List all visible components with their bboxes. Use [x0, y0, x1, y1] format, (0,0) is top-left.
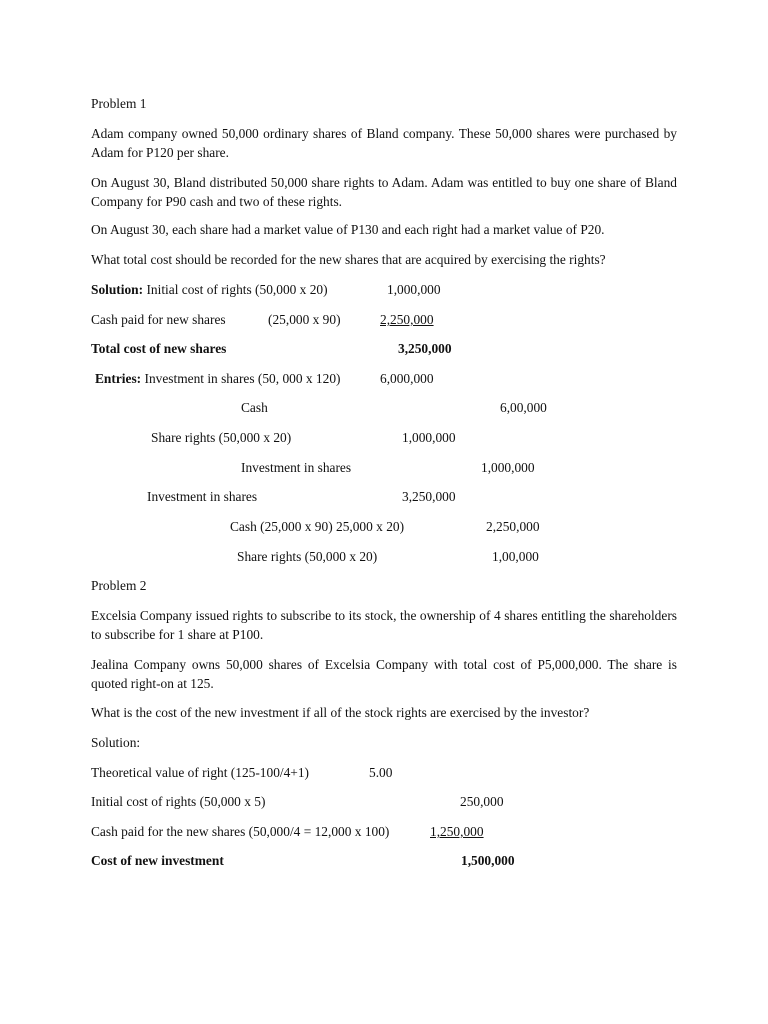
entry-credit: 6,00,000: [500, 400, 547, 415]
entries-label: Entries:: [95, 371, 142, 386]
solution-label: Solution:: [91, 282, 144, 297]
entry-account: Investment in shares: [241, 460, 352, 475]
problem-2-solution-label: Solution:: [91, 735, 141, 750]
entry-credit: 2,250,000: [486, 519, 540, 534]
entry-account: Investment in shares (50, 000 x 120): [144, 371, 341, 386]
cash-paid-amount: 2,250,000: [380, 312, 434, 327]
cash-paid-calc: (25,000 x 90): [268, 312, 341, 327]
calc-row-amount: 1,250,000: [430, 824, 484, 839]
problem-2-heading: Problem 2: [91, 578, 147, 593]
calc-row-label: Theoretical value of right (125-100/4+1): [91, 765, 310, 780]
entry-account: Share rights (50,000 x 20): [151, 430, 292, 445]
total-cost-label: Total cost of new shares: [91, 341, 227, 356]
problem-2-question: What is the cost of the new investment if all of the stock rights are exercised by the investor?: [91, 705, 590, 720]
solution-line: [91, 282, 328, 298]
calc-row-label: Initial cost of rights (50,000 x 5): [91, 794, 266, 809]
problem-1-paragraph-2: On August 30, Bland distributed 50,000 share rights to Adam. Adam was entitled to buy one share of Bland Company for P90 cash and two of these rights.: [91, 175, 677, 209]
entry-account: Cash (25,000 x 90) 25,000 x 20): [230, 519, 405, 534]
total-cost-amount: 3,250,000: [398, 341, 452, 356]
calc-row-amount: 250,000: [460, 794, 504, 809]
entries-line: [95, 371, 340, 387]
cost-new-investment-amount: 1,500,000: [461, 853, 515, 868]
calc-row-label: Cash paid for the new shares (50,000/4 = 12,000 x 100): [91, 824, 390, 839]
calc-row-amount: 5.00: [369, 765, 393, 780]
problem-2-paragraph-1: Excelsia Company issued rights to subscribe to its stock, the ownership of 4 shares entitling the shareholders to subscribe for 1 share at P100.: [91, 608, 677, 642]
cash-paid-label: Cash paid for new shares: [91, 312, 226, 327]
solution-text: Initial cost of rights (50,000 x 20): [146, 282, 328, 297]
entry-account: Cash: [241, 400, 268, 415]
entry-credit: 1,00,000: [492, 549, 539, 564]
entry-debit: 1,000,000: [402, 430, 456, 445]
entry-debit: 6,000,000: [380, 371, 434, 386]
entry-debit: 3,250,000: [402, 489, 456, 504]
problem-2-paragraph-2: Jealina Company owns 50,000 shares of Excelsia Company with total cost of P5,000,000. The share is quoted right-on at 125.: [91, 657, 677, 691]
entry-account: Share rights (50,000 x 20): [237, 549, 378, 564]
problem-1-paragraph-1: Adam company owned 50,000 ordinary shares of Bland company. These 50,000 shares were purchased by Adam for P120 per share.: [91, 126, 677, 160]
entry-account: Investment in shares: [147, 489, 258, 504]
entry-credit: 1,000,000: [481, 460, 535, 475]
cost-new-investment-label: Cost of new investment: [91, 853, 224, 868]
solution-amount: 1,000,000: [387, 282, 441, 297]
problem-1-question: What total cost should be recorded for the new shares that are acquired by exercising the rights?: [91, 252, 606, 267]
problem-1-heading: Problem 1: [91, 96, 147, 111]
problem-1-paragraph-3: On August 30, each share had a market value of P130 and each right had a market value of P20.: [91, 222, 605, 237]
